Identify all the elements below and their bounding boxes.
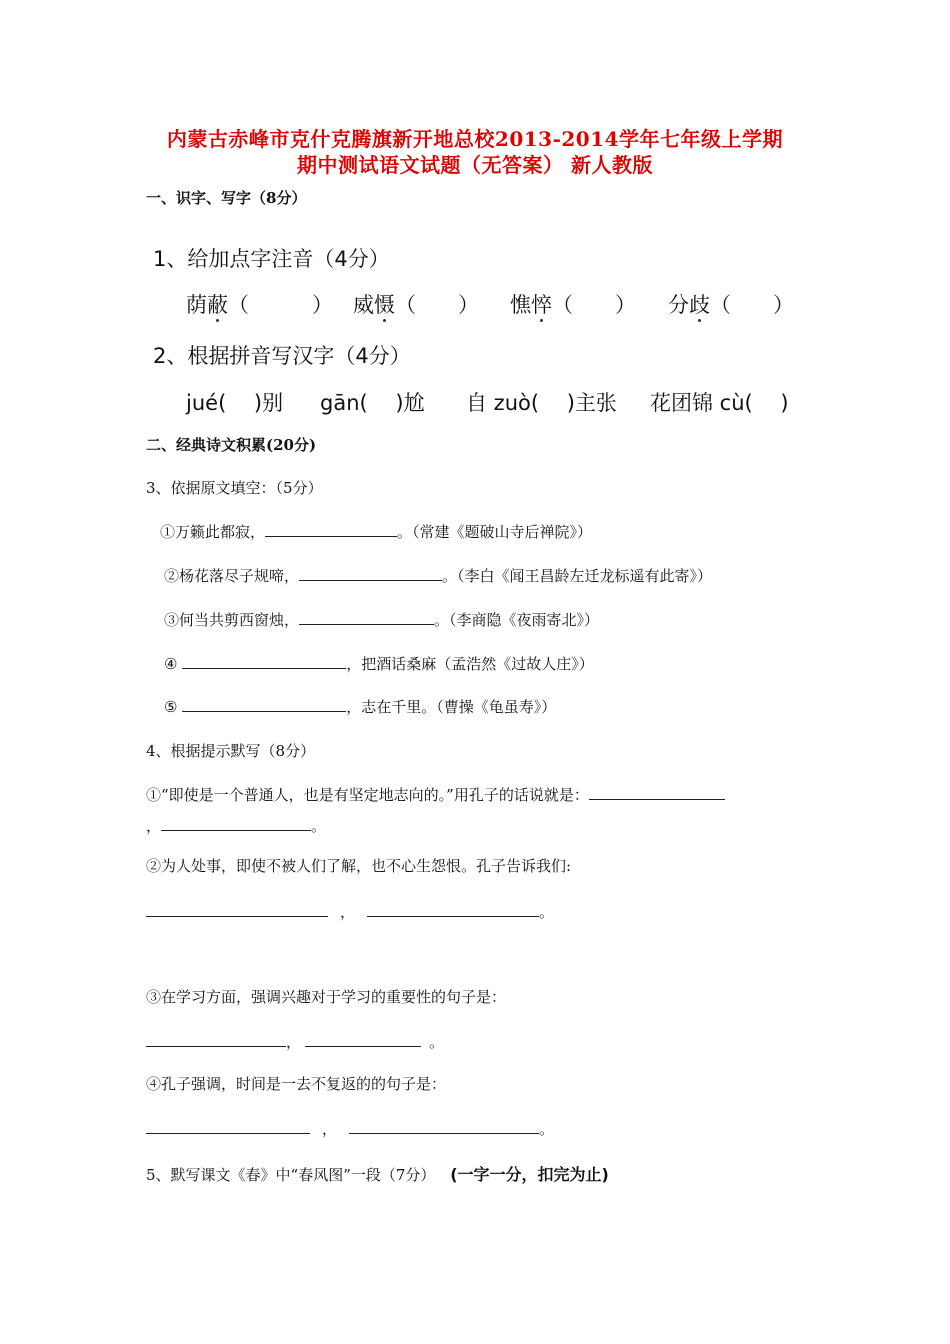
answer-blank[interactable]	[146, 1119, 310, 1134]
q3-line-4: ④ ，把酒话桑麻（孟浩然《过故人庄》）	[164, 655, 594, 673]
q1-item-2: 威慑（ ）	[353, 293, 479, 317]
q1-item-1: 荫蔽（ ）	[186, 293, 333, 317]
answer-blank[interactable]	[305, 1032, 421, 1047]
q5-scoring-note: (一字一分，扣完为止)	[450, 1165, 609, 1184]
answer-blank[interactable]	[589, 785, 725, 800]
q4-item-4-answer: ， 。	[146, 1118, 554, 1139]
q4-item-4: ④孔子强调，时间是一去不复返的的句子是：	[146, 1075, 447, 1093]
q2-item-1: jué( )别	[186, 391, 284, 415]
answer-blank[interactable]	[146, 1032, 286, 1047]
q4-item-1: ①“即使是一个普通人，也是有坚定地志向的。”用孔子的话说就是：	[146, 784, 725, 805]
q2-item-4: 花团锦 cù( )	[650, 391, 789, 415]
q3-line-1: ①万籁此都寂， 。（常建《题破山寺后禅院》）	[160, 523, 593, 541]
q4-item-3-answer: ， 。	[146, 1031, 444, 1052]
q4-text: 4、根据提示默写（8分）	[146, 742, 316, 760]
q1-item-3: 憔悴（ ）	[510, 293, 636, 317]
q3-line-3: ③何当共剪西窗烛， 。（李商隐《夜雨寄北》）	[164, 611, 600, 629]
q4-item-2: ②为人处事，即使不被人们了解，也不心生怨恨。孔子告诉我们:	[146, 857, 572, 875]
q3-text: 3、依据原文填空：（5分）	[146, 479, 323, 497]
q5-text: 5、默写课文《春》中“春风图”一段（7分） (一字一分，扣完为止)	[146, 1165, 609, 1184]
q4-item-2-answer: ， 。	[146, 901, 554, 922]
answer-blank[interactable]	[146, 902, 328, 917]
answer-blank[interactable]	[161, 816, 311, 831]
answer-blank[interactable]	[299, 610, 434, 625]
section2-heading: 二、经典诗文积累(20分)	[146, 436, 317, 454]
q4-item-1-cont: ， 。	[146, 817, 327, 835]
q1-item-4: 分歧（ ）	[668, 293, 794, 317]
q3-line-5: ⑤ ，志在千里。（曹操《龟虽寿》）	[164, 698, 557, 716]
q2-item-3: 自 zuò( )主张	[466, 391, 617, 415]
document-title-line1: 内蒙古赤峰市克什克腾旗新开地总校2013-2014学年七年级上学期	[166, 127, 784, 151]
document-title-line2: 期中测试语文试题（无答案） 新人教版	[297, 153, 653, 177]
q4-item-3: ③在学习方面，强调兴趣对于学习的重要性的句子是：	[146, 988, 507, 1006]
q2-item-2: gān( )尬	[320, 391, 425, 415]
section1-heading: 一、识字、写字（8分）	[146, 189, 307, 207]
answer-blank[interactable]	[182, 697, 346, 712]
q3-line-2: ②杨花落尽子规啼， 。（李白《闻王昌龄左迁龙标遥有此寄》）	[164, 567, 713, 585]
answer-blank[interactable]	[349, 1119, 539, 1134]
answer-blank[interactable]	[367, 902, 539, 917]
answer-blank[interactable]	[265, 522, 397, 537]
answer-blank[interactable]	[299, 566, 442, 581]
answer-blank[interactable]	[182, 654, 346, 669]
q2-text: 2、根据拼音写汉字（4分）	[153, 344, 411, 368]
q1-text: 1、给加点字注音（4分）	[153, 247, 390, 271]
